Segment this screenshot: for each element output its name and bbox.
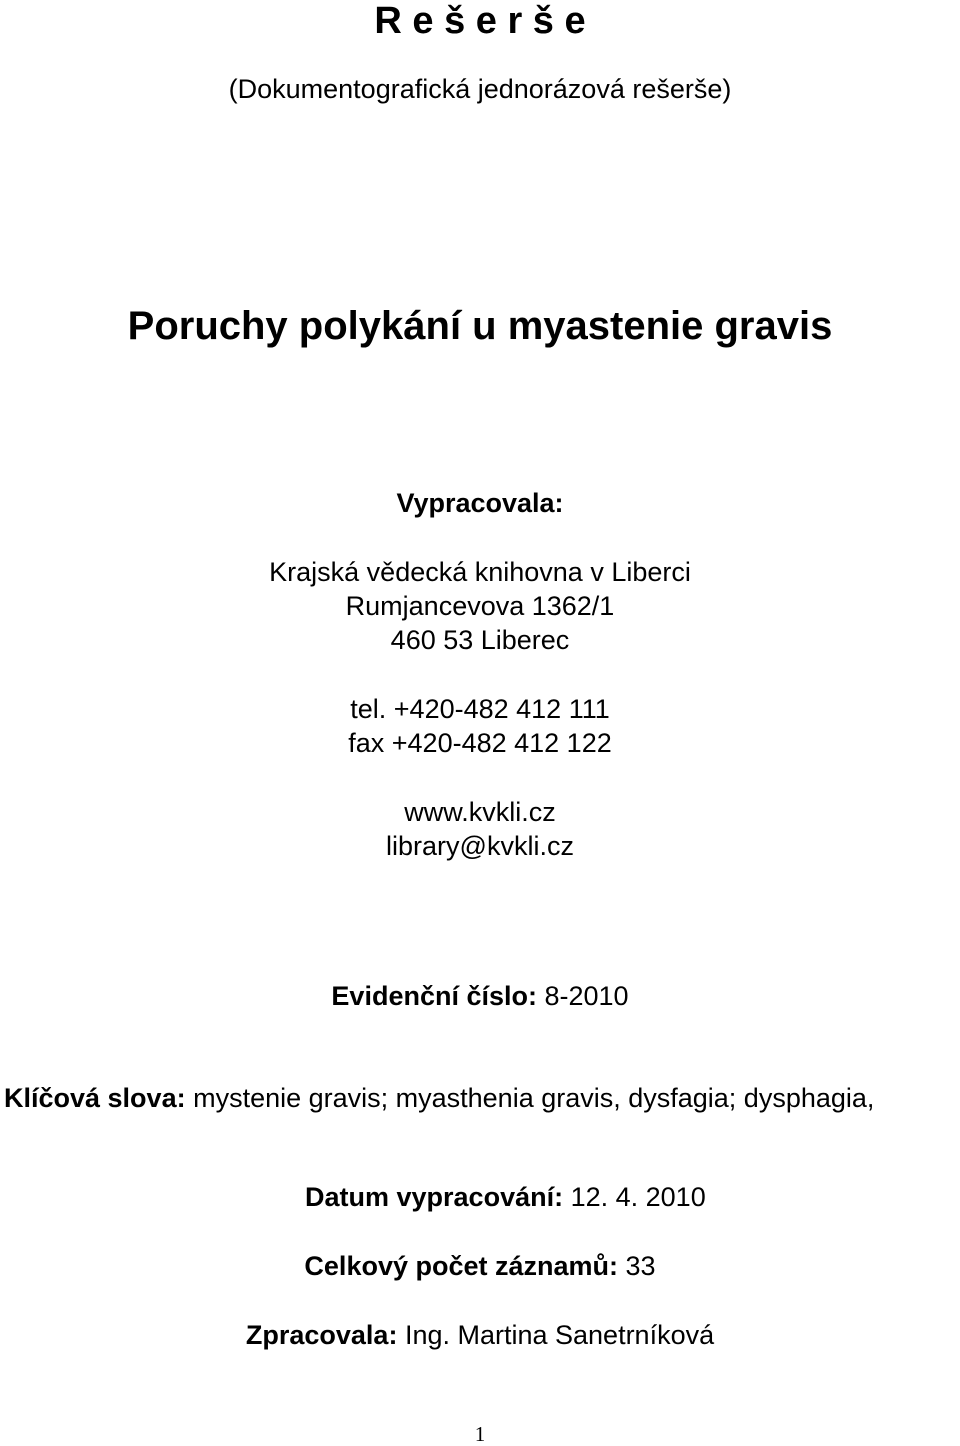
keywords-value: mystenie gravis; myasthenia gravis, dysfagia; dysphagia, <box>185 1083 875 1113</box>
count-label: Celkový počet záznamů: <box>304 1251 619 1281</box>
record-number-label: Evidenční číslo: <box>331 981 537 1011</box>
document-subtitle: (Dokumentografická jednorázová rešerše) <box>228 74 732 104</box>
author <box>0 1322 960 1349</box>
author-value: Ing. Martina Sanetrníková <box>397 1320 715 1350</box>
date-value: 12. 4. 2010 <box>563 1182 706 1212</box>
document-title: R e š e r š e <box>374 0 586 42</box>
main-title: Poruchy polykání u myastenie gravis <box>127 304 833 348</box>
institution-name: Krajská vědecká knihovna v Liberci <box>269 557 691 587</box>
institution-web: www.kvkli.cz <box>404 797 556 827</box>
institution-email: library@kvkli.cz <box>386 831 574 861</box>
institution-fax: fax +420-482 412 122 <box>348 728 612 758</box>
institution-street: Rumjancevova 1362/1 <box>345 591 615 621</box>
record-number-value: 8-2010 <box>536 981 629 1011</box>
institution-city: 460 53 Liberec <box>390 625 570 655</box>
date-prepared <box>305 1184 706 1211</box>
record-count <box>0 1253 960 1280</box>
date-label: Datum vypracování: <box>305 1182 564 1212</box>
keywords-label: Klíčová slova: <box>4 1083 186 1113</box>
count-value: 33 <box>618 1251 656 1281</box>
institution-tel: tel. +420-482 412 111 <box>350 694 610 724</box>
record-number <box>0 983 960 1010</box>
page-number: 1 <box>474 1422 486 1446</box>
prepared-by-label: Vypracovala: <box>396 488 564 518</box>
keywords <box>4 1085 960 1112</box>
author-label: Zpracovala: <box>245 1320 398 1350</box>
